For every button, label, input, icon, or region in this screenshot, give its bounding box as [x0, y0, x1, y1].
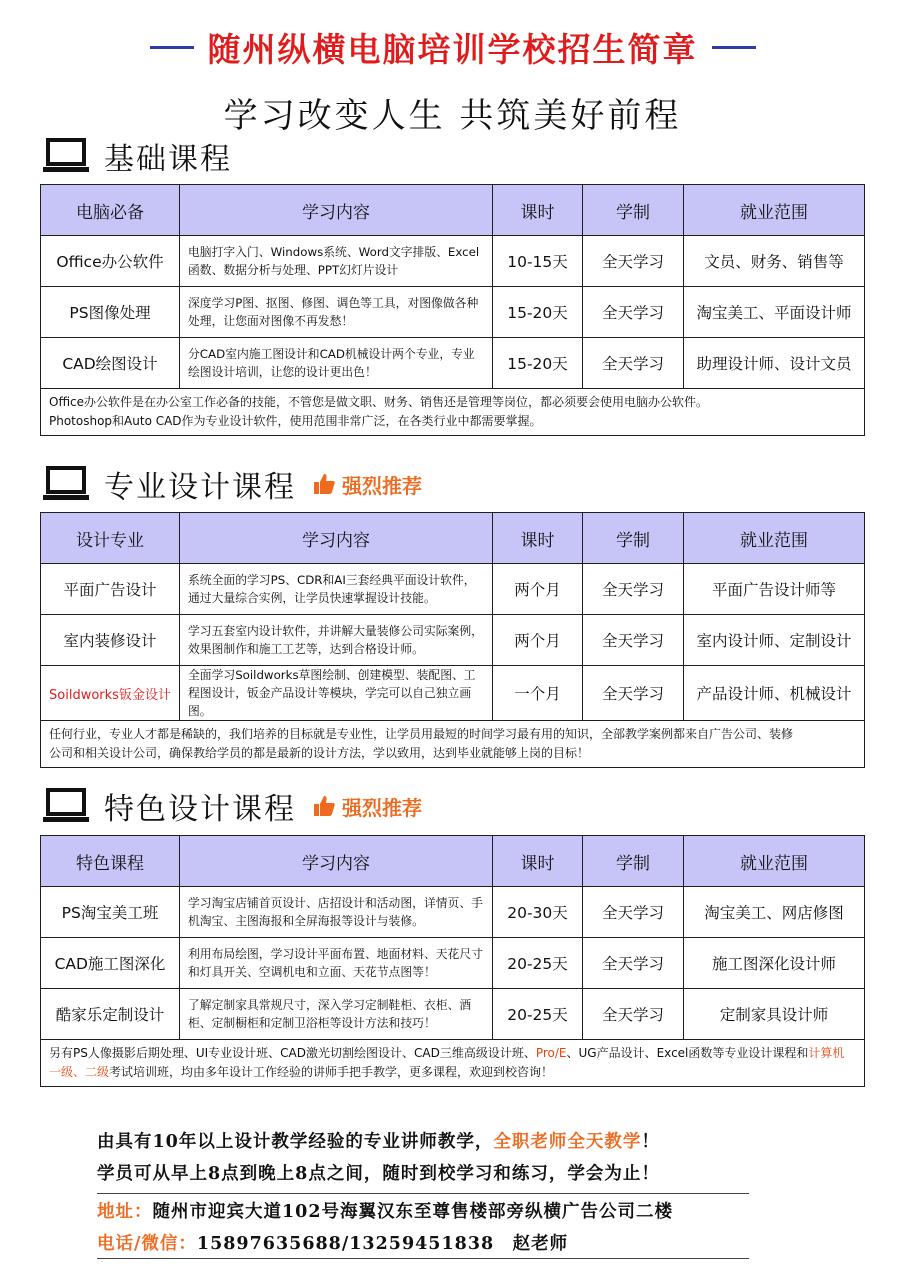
course-content: 系统全面的学习PS、CDR和AI三套经典平面设计软件，通过大量综合实例，让学员快速掌握设计技能。	[180, 564, 493, 615]
note-text: 考试培训班，均由多年设计工作经验的讲师手把手教学，更多课程，欢迎到校咨询！	[109, 1065, 554, 1079]
footer-divider	[97, 1258, 749, 1259]
course-name: 平面广告设计	[41, 564, 180, 615]
laptop-icon	[42, 137, 90, 175]
section-title: 基础课程	[104, 142, 232, 177]
table-note-row	[41, 1040, 865, 1087]
promo-line-2: 学员可从早上8点到晚上8点之间，随时到校学习和练习，学会为止！	[97, 1164, 660, 1184]
table-note	[41, 721, 865, 768]
course-hours: 15-20天	[493, 287, 583, 338]
note-line: Photoshop和Auto CAD作为专业设计软件，使用范围非常广泛，在各类行业中都需要掌握。	[49, 414, 542, 428]
course-name: PS淘宝美工班	[41, 887, 180, 938]
footer-promo	[97, 1126, 757, 1190]
course-hours: 20-25天	[493, 938, 583, 989]
course-jobs: 产品设计师、机械设计	[684, 666, 865, 721]
table-row	[41, 887, 865, 938]
table-row	[41, 615, 865, 666]
course-hours: 20-25天	[493, 989, 583, 1040]
phone-text: 15897635688/13259451838 赵老师	[196, 1234, 569, 1254]
course-content: 学习淘宝店铺首页设计、店招设计和活动图，详情页、手机淘宝、主图海报和全屏海报等设计与装修。	[180, 887, 493, 938]
col-header: 学制	[583, 836, 684, 887]
section-title: 专业设计课程	[104, 470, 296, 505]
page-header	[0, 22, 905, 72]
promo-line-1	[97, 1126, 757, 1158]
course-name: CAD施工图深化	[41, 938, 180, 989]
note-highlight: Pro/E	[535, 1046, 567, 1060]
course-mode: 全天学习	[583, 989, 684, 1040]
course-jobs: 施工图深化设计师	[684, 938, 865, 989]
address-label: 地址：	[97, 1202, 153, 1222]
course-content: 电脑打字入门、Windows系统、Word文字排版、Excel函数、数据分析与处理、PPT幻灯片设计	[180, 236, 493, 287]
section-heading-featured	[42, 784, 422, 828]
col-header: 学习内容	[180, 513, 493, 564]
course-hours: 20-30天	[493, 887, 583, 938]
course-mode: 全天学习	[583, 564, 684, 615]
recommend-badge	[312, 470, 422, 499]
course-content: 分CAD室内施工图设计和CAD机械设计两个专业，专业绘图设计培训，让您的设计更出色！	[180, 338, 493, 389]
col-header: 课时	[493, 185, 583, 236]
note-text: 另有PS人像摄影后期处理、UI专业设计班、CAD激光切割绘图设计、CAD三维高级设计班、	[49, 1046, 536, 1060]
address-text: 随州市迎宾大道102号海翼汉东至尊售楼部旁纵横广告公司二楼	[152, 1202, 674, 1222]
promo-text: 由具有10年以上设计教学经验的专业讲师教学，	[97, 1132, 494, 1152]
course-name: Soildworks钣金设计	[41, 666, 180, 721]
promo-highlight: 全职老师全天教学	[493, 1132, 642, 1152]
col-header: 就业范围	[684, 513, 865, 564]
table-row	[41, 564, 865, 615]
col-header: 就业范围	[684, 836, 865, 887]
table-row	[41, 938, 865, 989]
section-heading-basic	[42, 134, 232, 178]
course-hours: 两个月	[493, 615, 583, 666]
table-row	[41, 666, 865, 721]
table-header-row	[41, 185, 865, 236]
course-name: PS图像处理	[41, 287, 180, 338]
course-mode: 全天学习	[583, 287, 684, 338]
course-table-basic	[40, 184, 865, 436]
course-hours: 一个月	[493, 666, 583, 721]
table-row	[41, 989, 865, 1040]
thumbs-up-icon	[312, 472, 336, 496]
table-row	[41, 236, 865, 287]
course-hours: 15-20天	[493, 338, 583, 389]
promo-text: ！	[641, 1132, 660, 1152]
col-header: 就业范围	[684, 185, 865, 236]
course-content: 利用布局绘图，学习设计平面布置、地面材料、天花尺寸和灯具开关、空调机电和立面、天花节点图等！	[180, 938, 493, 989]
table-header-row	[41, 513, 865, 564]
course-mode: 全天学习	[583, 236, 684, 287]
course-hours: 10-15天	[493, 236, 583, 287]
badge-label: 强烈推荐	[342, 473, 422, 498]
course-mode: 全天学习	[583, 615, 684, 666]
course-table-professional	[40, 512, 865, 768]
col-header: 学制	[583, 185, 684, 236]
laptop-icon	[42, 787, 90, 825]
table-note	[41, 1040, 865, 1087]
address-line	[97, 1198, 797, 1223]
course-name: 室内装修设计	[41, 615, 180, 666]
course-content: 深度学习P图、抠图、修图、调色等工具，对图像做各种处理，让您面对图像不再发愁！	[180, 287, 493, 338]
course-jobs: 淘宝美工、网店修图	[684, 887, 865, 938]
table-row	[41, 338, 865, 389]
footer-divider	[97, 1193, 749, 1194]
course-name: Office办公软件	[41, 236, 180, 287]
table-note-row	[41, 721, 865, 768]
section-title: 特色设计课程	[104, 792, 296, 827]
course-name: CAD绘图设计	[41, 338, 180, 389]
page-title: 随州纵横电脑培训学校招生简章	[207, 29, 698, 69]
badge-label: 强烈推荐	[342, 795, 422, 820]
course-name: 酷家乐定制设计	[41, 989, 180, 1040]
note-line: Office办公软件是在办公室工作必备的技能，不管您是做文职、财务、销售还是管理等岗位，都必须要会使用电脑办公软件。	[49, 395, 709, 409]
slogan: 学习改变人生 共筑美好前程	[223, 96, 682, 136]
col-header: 课时	[493, 513, 583, 564]
table-note	[41, 389, 865, 436]
col-header: 学制	[583, 513, 684, 564]
note-text: 、UG产品设计、Excel函数等专业设计课程和	[566, 1046, 809, 1060]
course-jobs: 平面广告设计师等	[684, 564, 865, 615]
col-header: 设计专业	[41, 513, 180, 564]
course-table-featured	[40, 835, 865, 1087]
table-header-row	[41, 836, 865, 887]
course-content: 学习五套室内设计软件，并讲解大量装修公司实际案例，效果图制作和施工工艺等，达到合格设计师。	[180, 615, 493, 666]
recommend-badge	[312, 792, 422, 821]
col-header: 学习内容	[180, 836, 493, 887]
table-note-row	[41, 389, 865, 436]
section-heading-professional	[42, 462, 422, 506]
laptop-icon	[42, 465, 90, 503]
note-highlight: 计算机一级、二级	[49, 1046, 845, 1079]
header-dash-right	[712, 46, 756, 49]
course-mode: 全天学习	[583, 338, 684, 389]
col-header: 学习内容	[180, 185, 493, 236]
thumbs-up-icon	[312, 794, 336, 818]
phone-line	[97, 1230, 797, 1255]
phone-label: 电话/微信：	[97, 1234, 197, 1254]
course-mode: 全天学习	[583, 666, 684, 721]
course-jobs: 室内设计师、定制设计	[684, 615, 865, 666]
note-line: 任何行业，专业人才都是稀缺的，我们培养的目标就是专业性，让学员用最短的时间学习最有用的知识，全部教学案例都来自广告公司、装修	[49, 727, 794, 741]
course-content: 全面学习Soildworks草图绘制、创建模型、装配图、工程图设计，钣金产品设计等模块，学完可以自己独立画图。	[180, 666, 493, 721]
table-row	[41, 287, 865, 338]
course-jobs: 助理设计师、设计文员	[684, 338, 865, 389]
course-mode: 全天学习	[583, 887, 684, 938]
course-jobs: 淘宝美工、平面设计师	[684, 287, 865, 338]
header-dash-left	[150, 46, 194, 49]
note-line: 公司和相关设计公司，确保教给学员的都是最新的设计方法，学以致用，达到毕业就能够上岗的目标！	[49, 746, 590, 760]
col-header: 电脑必备	[41, 185, 180, 236]
col-header: 特色课程	[41, 836, 180, 887]
course-content: 了解定制家具常规尺寸，深入学习定制鞋柜、衣柜、酒柜、定制橱柜和定制卫浴柜等设计方法和技巧！	[180, 989, 493, 1040]
course-jobs: 文员、财务、销售等	[684, 236, 865, 287]
course-hours: 两个月	[493, 564, 583, 615]
course-jobs: 定制家具设计师	[684, 989, 865, 1040]
course-mode: 全天学习	[583, 938, 684, 989]
col-header: 课时	[493, 836, 583, 887]
